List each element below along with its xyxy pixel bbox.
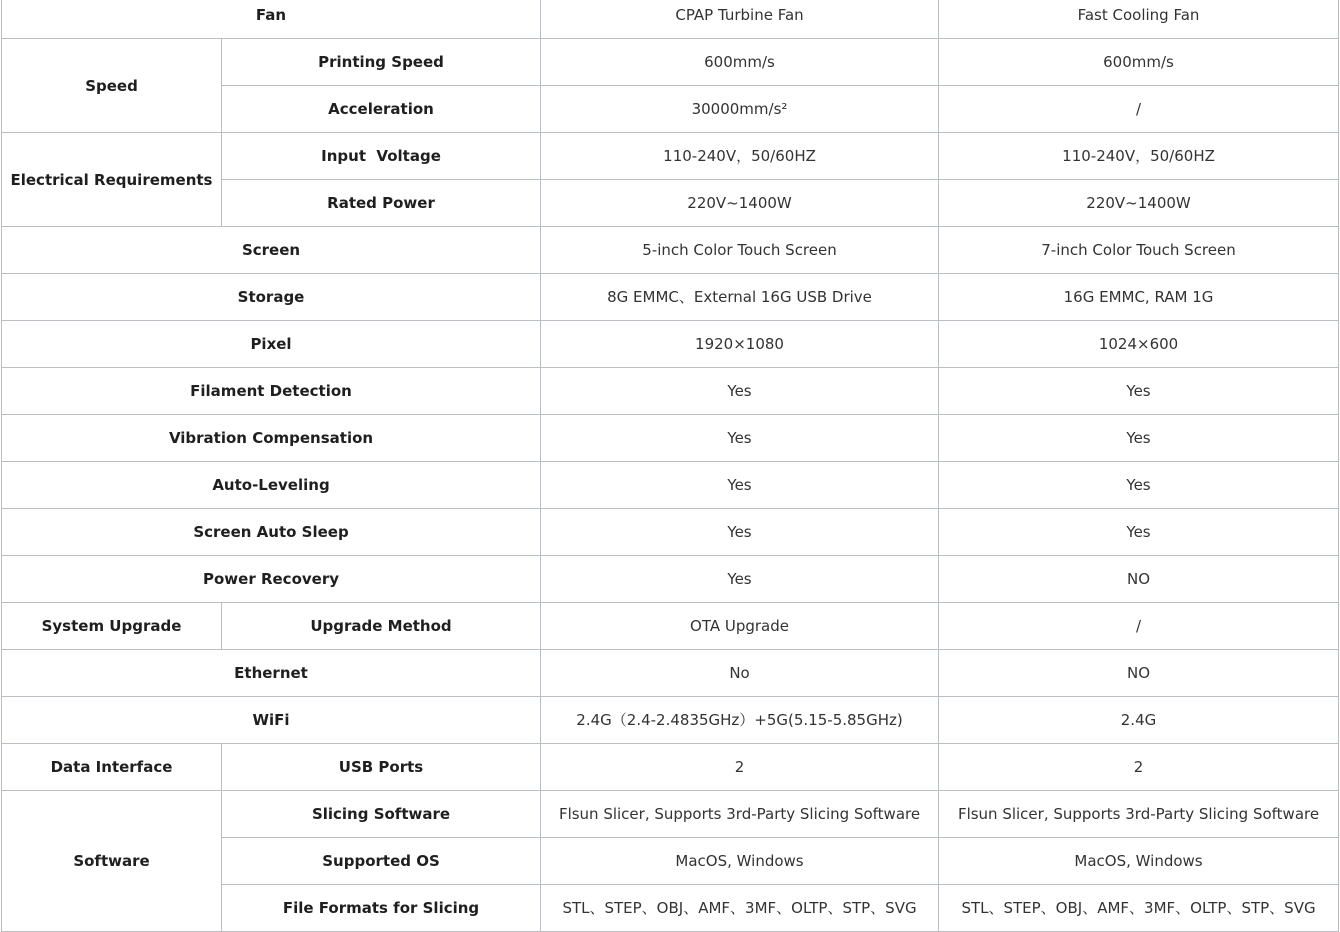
value-b: Yes xyxy=(939,415,1339,462)
value-b: / xyxy=(939,603,1339,650)
value-a: Yes xyxy=(541,556,939,603)
value-b: NO xyxy=(939,650,1339,697)
row-label-power-recovery: Power Recovery xyxy=(2,556,541,603)
table-row xyxy=(2,0,1339,39)
row-label-printing-speed: Printing Speed xyxy=(222,39,541,86)
value-a: Yes xyxy=(541,415,939,462)
group-label-electrical: Electrical Requirements xyxy=(2,133,222,227)
group-label-software: Software xyxy=(2,791,222,932)
group-label-speed: Speed xyxy=(2,39,222,133)
row-label-ethernet: Ethernet xyxy=(2,650,541,697)
row-label-upgrade-method: Upgrade Method xyxy=(222,603,541,650)
table-row xyxy=(2,133,1339,180)
value-b: Yes xyxy=(939,509,1339,556)
value-a: STL、STEP、OBJ、AMF、3MF、OLTP、STP、SVG xyxy=(541,885,939,932)
value-a: 110-240V，50/60HZ xyxy=(541,133,939,180)
table-row xyxy=(2,321,1339,368)
value-b: 2.4G xyxy=(939,697,1339,744)
value-a: 2.4G（2.4-2.4835GHz）+5G(5.15-5.85GHz) xyxy=(541,697,939,744)
value-b: 220V~1400W xyxy=(939,180,1339,227)
value-a: CPAP Turbine Fan xyxy=(541,0,939,39)
row-label-file-formats: File Formats for Slicing xyxy=(222,885,541,932)
row-label-auto-leveling: Auto-Leveling xyxy=(2,462,541,509)
value-b: MacOS, Windows xyxy=(939,838,1339,885)
value-a: MacOS, Windows xyxy=(541,838,939,885)
table-row xyxy=(2,368,1339,415)
value-b: Yes xyxy=(939,462,1339,509)
value-a: 5-inch Color Touch Screen xyxy=(541,227,939,274)
group-label-data-interface: Data Interface xyxy=(2,744,222,791)
table-row xyxy=(2,462,1339,509)
value-b: 7-inch Color Touch Screen xyxy=(939,227,1339,274)
value-b: NO xyxy=(939,556,1339,603)
row-label-rated-power: Rated Power xyxy=(222,180,541,227)
value-a: OTA Upgrade xyxy=(541,603,939,650)
value-a: Yes xyxy=(541,462,939,509)
table-row xyxy=(2,274,1339,321)
value-a: Yes xyxy=(541,368,939,415)
row-label-wifi: WiFi xyxy=(2,697,541,744)
table-row xyxy=(2,697,1339,744)
value-a: Flsun Slicer, Supports 3rd-Party Slicing Software xyxy=(541,791,939,838)
value-a: Yes xyxy=(541,509,939,556)
value-a: 30000mm/s² xyxy=(541,86,939,133)
row-label-filament-detection: Filament Detection xyxy=(2,368,541,415)
row-label-screen: Screen xyxy=(2,227,541,274)
value-b: / xyxy=(939,86,1339,133)
row-label-usb-ports: USB Ports xyxy=(222,744,541,791)
row-label-input-voltage: Input Voltage xyxy=(222,133,541,180)
value-a: 2 xyxy=(541,744,939,791)
value-a: 600mm/s xyxy=(541,39,939,86)
value-b: STL、STEP、OBJ、AMF、3MF、OLTP、STP、SVG xyxy=(939,885,1339,932)
value-a: 8G EMMC、External 16G USB Drive xyxy=(541,274,939,321)
value-b: 2 xyxy=(939,744,1339,791)
value-b: Flsun Slicer, Supports 3rd-Party Slicing Software xyxy=(939,791,1339,838)
row-label-pixel: Pixel xyxy=(2,321,541,368)
table-row xyxy=(2,791,1339,838)
row-label-fan: Fan xyxy=(2,0,541,39)
value-b: 110-240V，50/60HZ xyxy=(939,133,1339,180)
value-b: 600mm/s xyxy=(939,39,1339,86)
row-label-acceleration: Acceleration xyxy=(222,86,541,133)
value-a: No xyxy=(541,650,939,697)
table-row xyxy=(2,603,1339,650)
table-row xyxy=(2,39,1339,86)
table-row xyxy=(2,556,1339,603)
table-row xyxy=(2,509,1339,556)
value-a: 220V~1400W xyxy=(541,180,939,227)
value-b: 1024×600 xyxy=(939,321,1339,368)
table-row xyxy=(2,650,1339,697)
table-row xyxy=(2,744,1339,791)
table-row xyxy=(2,227,1339,274)
row-label-storage: Storage xyxy=(2,274,541,321)
row-label-slicing-software: Slicing Software xyxy=(222,791,541,838)
value-b: Fast Cooling Fan xyxy=(939,0,1339,39)
row-label-vibration-compensation: Vibration Compensation xyxy=(2,415,541,462)
row-label-supported-os: Supported OS xyxy=(222,838,541,885)
value-b: Yes xyxy=(939,368,1339,415)
table-row xyxy=(2,415,1339,462)
spec-table xyxy=(1,0,1339,932)
group-label-system-upgrade: System Upgrade xyxy=(2,603,222,650)
value-b: 16G EMMC, RAM 1G xyxy=(939,274,1339,321)
row-label-screen-auto-sleep: Screen Auto Sleep xyxy=(2,509,541,556)
value-a: 1920×1080 xyxy=(541,321,939,368)
